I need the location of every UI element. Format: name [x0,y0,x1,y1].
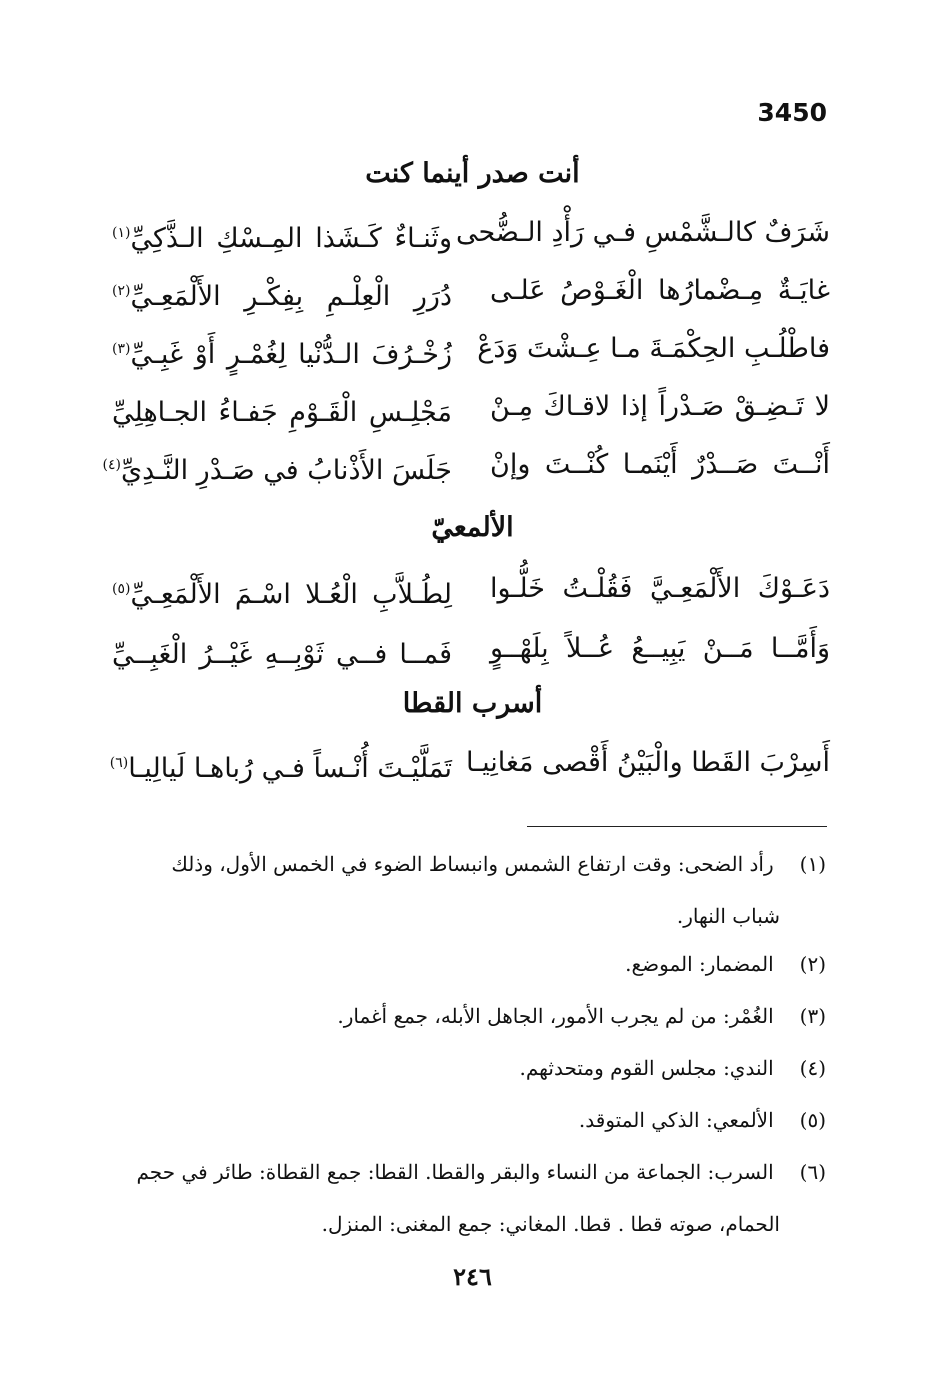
footnote-text: الألمعي: الذكي المتوقد. [578,1108,774,1132]
verse-second-hemistich [112,324,452,380]
verse-first-hemistich: وَأَمَّــا مَــنْ يَبِيــعُ عُــلاً بِلَهْــوٍ [490,633,830,664]
footnote-marker: (٤) [102,457,121,473]
hemistich-text: تَمَلَّيْـتَ أُنْـساً فـي رُباهـا لَيالِيـا [128,753,452,784]
poem-title-3: أسرب القطا [402,688,543,719]
verse-first-hemistich: أَسِرْبَ القَطا والْبَيْنُ أَقْصى مَغانِيـا [466,747,830,778]
verse [102,440,830,490]
footnote-marker: (٦) [109,755,129,771]
verse [112,208,830,258]
verse-second-hemistich [112,382,452,438]
footnote-number: (٤) [799,1056,826,1080]
footnote-marker: (٥) [112,581,131,597]
footnote-number: (٢) [799,952,826,976]
footnote-marker: (٣) [112,341,131,357]
verse-first-hemistich: شَرَفٌ كالـشَّمْسِ فـي رَأْدِ الـضُّحى [455,217,830,248]
verse-second-hemistich [109,738,452,794]
poem-title-2: الألمعيّ [431,512,514,543]
footnote-continuation: الحمام، صوته قطا . قطا. المغاني: جمع المغنى: المنزل. [321,1212,780,1236]
footnote-number: (٦) [799,1160,826,1184]
verse-second-hemistich [102,440,452,496]
footnote-number: (٥) [799,1108,826,1132]
footnote-text: رأد الضحى: وقت ارتفاع الشمس وانبساط الضوء في الخمس الأول، وذلك [171,852,774,876]
page-id: 3450 [757,98,827,127]
verse [112,564,830,614]
page-number: ٢٤٦ [453,1262,492,1291]
footnote-text: الندي: مجلس القوم ومتحدثهم. [519,1056,774,1080]
footnote-continuation: شباب النهار. [676,904,780,928]
footnote-text: السرب: الجماعة من النساء والبقر والقطا. القطا: جمع القطاة: طائر في حجم [136,1160,774,1184]
hemistich-text: دُرَرِ الْعِلْـمِ بِفِكْـرِ الأَلْمَعِـيِّ [130,281,452,312]
hemistich-text: فَمــا فــي ثَوْبِــهِ غَيْــرُ الْغَبِــيِّ [112,639,452,670]
footnote [112,838,826,942]
footnote-number: (٣) [799,1004,826,1028]
hemistich-text: لِطُـلاَّبِ الْعُـلا اسْـمَ الأَلْمَعِـيِّ [130,579,452,610]
verse-first-hemistich: لا تَـضِـقْ صَـدْراً إذا لاقـاكَ مِـنْ [490,391,830,422]
verse [109,738,830,788]
verse-second-hemistich [112,208,452,264]
poem-title-1: أنت صدر أينما كنت [365,158,580,189]
verse [112,266,830,316]
footnote-marker: (١) [112,225,131,241]
footnote [112,938,826,990]
hemistich-text: مَجْلِـسِ الْقَـوْمِ جَفـاءُ الجـاهِلِيِّ [112,397,452,428]
footnote-separator [527,826,827,827]
footnote-text: الغُمْر: من لم يجرب الأمور، الجاهل الأبله، جمع أغمار. [337,1004,774,1028]
verse-first-hemistich: أَنْــتَ صَــدْرٌ أَيْنَمـا كُنْــتَ وإنْ [490,449,830,480]
verse-second-hemistich [112,624,452,680]
hemistich-text: وثَنـاءٌ كَـشَذا المِـسْكِ الـذَّكِيِّ [130,223,452,254]
verse-first-hemistich: غايَـةٌ مِـضْمارُها الْغَـوْصُ عَلـى [490,275,830,306]
footnote [112,1042,826,1094]
verse [112,624,830,674]
verse [112,324,830,374]
verse [112,382,830,432]
verse-first-hemistich: دَعَـوْكَ الأَلْمَعِـيَّ فَقُلْـتُ خَلُّـوا [490,573,830,604]
footnote [112,1146,826,1250]
footnote-number: (١) [799,852,826,876]
verse-second-hemistich [112,564,452,620]
footnote [112,1094,826,1146]
footnote [112,990,826,1042]
verse-second-hemistich [112,266,452,322]
footnote-marker: (٢) [112,283,131,299]
hemistich-text: جَلَسَ الأَذْنابُ في صَـدْرِ النَّـدِيِّ [120,455,452,486]
footnote-text: المضمار: الموضع. [625,952,774,976]
verse-first-hemistich: فاطْلُـبِ الحِكْمَـةَ مـا عِـشْتَ وَدَعْ [477,333,830,364]
hemistich-text: زُخْـرُفَ الـدُّنْيا لِغُمْـرٍ أَوْ غَبِـيِّ [130,339,452,370]
